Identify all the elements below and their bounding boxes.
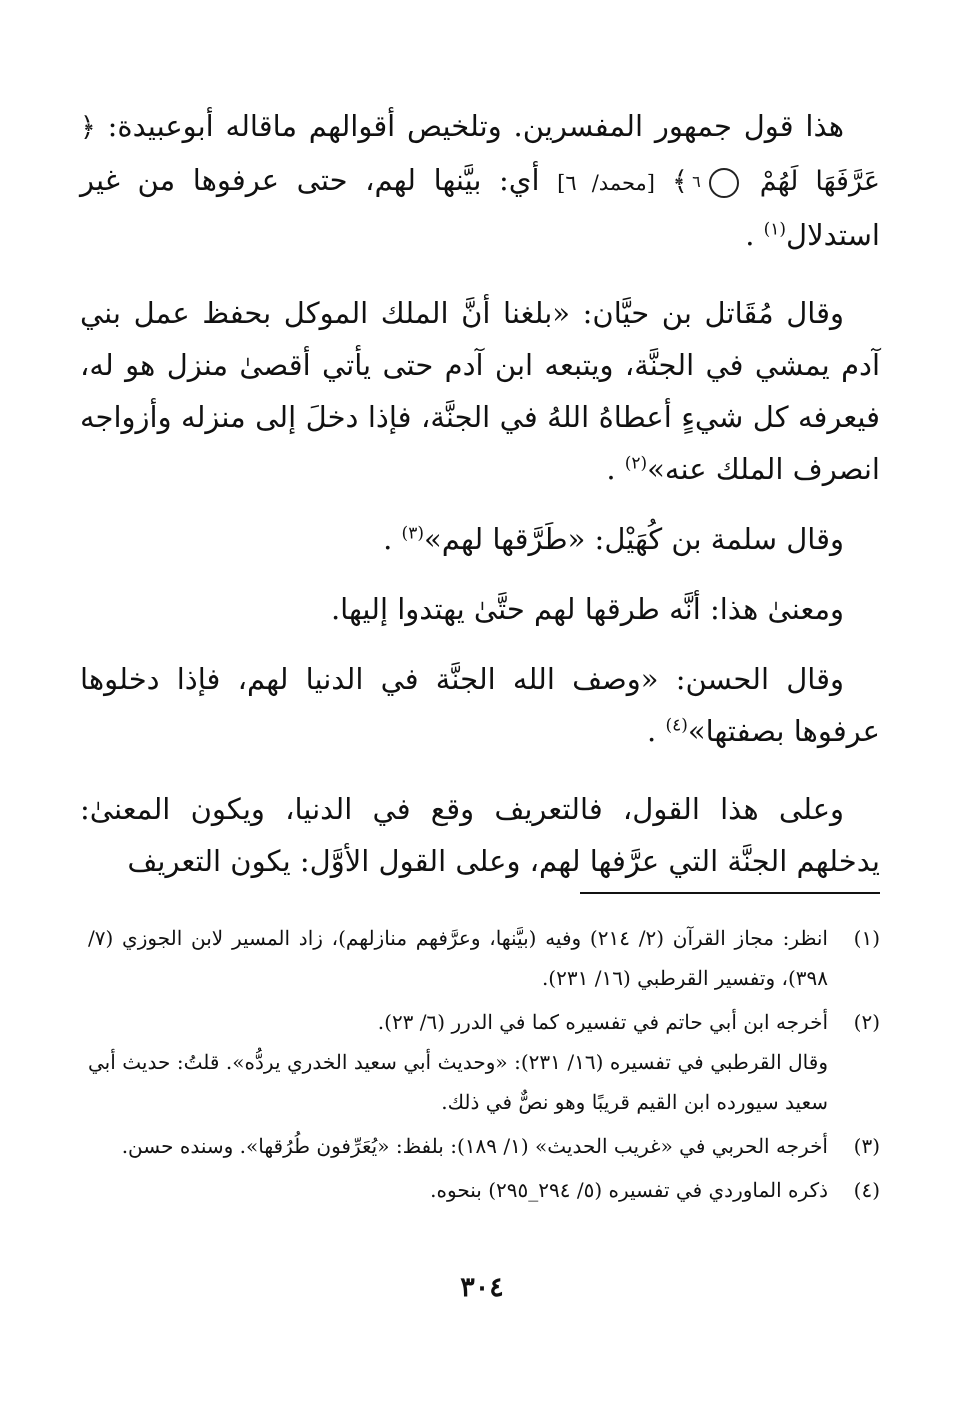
quran-open-bracket: ﴿ (80, 112, 96, 143)
footnote-4 (88, 1170, 880, 1210)
footnotes-section (88, 918, 880, 1210)
verse-reference: [محمد/ ٦] (557, 171, 655, 195)
footnote-number: (٤) (853, 1178, 880, 1202)
footnote-marker-3[interactable]: (٣) (401, 523, 424, 544)
footnote-text: أخرجه الحربي في «غريب الحديث» (١/ ١٨٩): بلفظ: «يُعَرِّفون طُرُقها». وسنده حسن. (121, 1134, 828, 1158)
paragraph-6 (80, 783, 880, 887)
footnote-3 (88, 1126, 880, 1166)
paragraph-5 (80, 653, 880, 757)
footnote-2-continuation: وقال القرطبي في تفسيره (١٦/ ٢٣١): «وحديث أبي سعيد الخدري يردُّه». قلتُ: حديث أبي سعيد سيورده ابن القيم قريبًا وهو نصٌّ في ذلك. (88, 1050, 828, 1114)
footnote-marker-4[interactable]: (٤) (665, 715, 688, 736)
footnote-marker-1[interactable]: (١) (763, 219, 787, 240)
footnote-text: ذكره الماوردي في تفسيره (٥/ ٢٩٤_٢٩٥) بنحوه. (430, 1178, 828, 1202)
paragraph-3-end: . (383, 522, 393, 556)
paragraph-5-text: وقال الحسن: «وصف الله الجنَّة في الدنيا لهم، فإذا دخلوها عرفوها بصفتها» (80, 662, 880, 748)
page-number: ٣٠٤ (460, 1272, 504, 1303)
paragraph-6-text: وعلى هذا القول، فالتعريف وقع في الدنيا، ويكون المعنىٰ: يدخلهم الجنَّة التي عرَّفها لهم، وعلى القول الأوَّل: يكون التعريف (80, 792, 880, 878)
paragraph-2-text: وقال مُقَاتل بن حيَّان: «بلغنا أنَّ الملك الموكل بحفظ عمل بني آدم يمشي في الجنَّة، ويتبعه ابن آدم حتى يأتي أقصىٰ منزل هو له، فيعرفه كل شيءٍ أعطاهُ اللهُ في الجنَّة، فإذا دخلَ إلى منزله وأزواجه انصرف الملك عنه» (80, 296, 880, 486)
paragraph-2 (80, 287, 880, 495)
quran-text: عَرَّفَهَا لَهُمْ (759, 166, 880, 197)
paragraph-4 (80, 583, 880, 635)
paragraph-1 (80, 100, 880, 261)
footnote-2 (88, 1002, 880, 1042)
footnote-number: (٣) (853, 1134, 880, 1158)
footnote-number: (٢) (853, 1010, 880, 1034)
paragraph-4-text: ومعنىٰ هذا: أنَّه طرقها لهم حتَّىٰ يهتدوا إليها. (330, 592, 844, 626)
paragraph-2-end: . (606, 452, 616, 486)
paragraph-3 (80, 513, 880, 565)
footnote-number: (١) (853, 926, 880, 950)
quran-close-bracket: ﴾ (671, 166, 688, 197)
paragraph-1-intro: هذا قول جمهور المفسرين. وتلخيص أقوالهم ماقاله أبوعبيدة: (107, 109, 844, 143)
footnote-1 (88, 918, 880, 998)
paragraph-5-end: . (647, 714, 657, 748)
paragraph-1-rest: أي: بيَّنها لهم، حتى عرفوها من غير استدلال (80, 163, 880, 252)
paragraph-1-end: . (745, 218, 755, 252)
paragraph-3-text: وقال سلمة بن كُهَيْل: «طَرَّقها لهم» (423, 522, 844, 556)
ayah-number-icon: ٦ (709, 168, 739, 198)
main-text (80, 100, 880, 887)
footnote-text: أخرجه ابن أبي حاتم في تفسيره كما في الدرر (٦/ ٢٣). (377, 1010, 828, 1034)
footnote-marker-2[interactable]: (٢) (624, 453, 648, 474)
footnote-divider (580, 892, 880, 894)
footnote-text: انظر: مجاز القرآن (٢/ ٢١٤) وفيه (بيَّنها، وعرَّفهم منازلهم)، زاد المسير لابن الجوزي (٧/ ٣٩٨)، وتفسير القرطبي (١٦/ ٢٣١). (88, 926, 828, 990)
